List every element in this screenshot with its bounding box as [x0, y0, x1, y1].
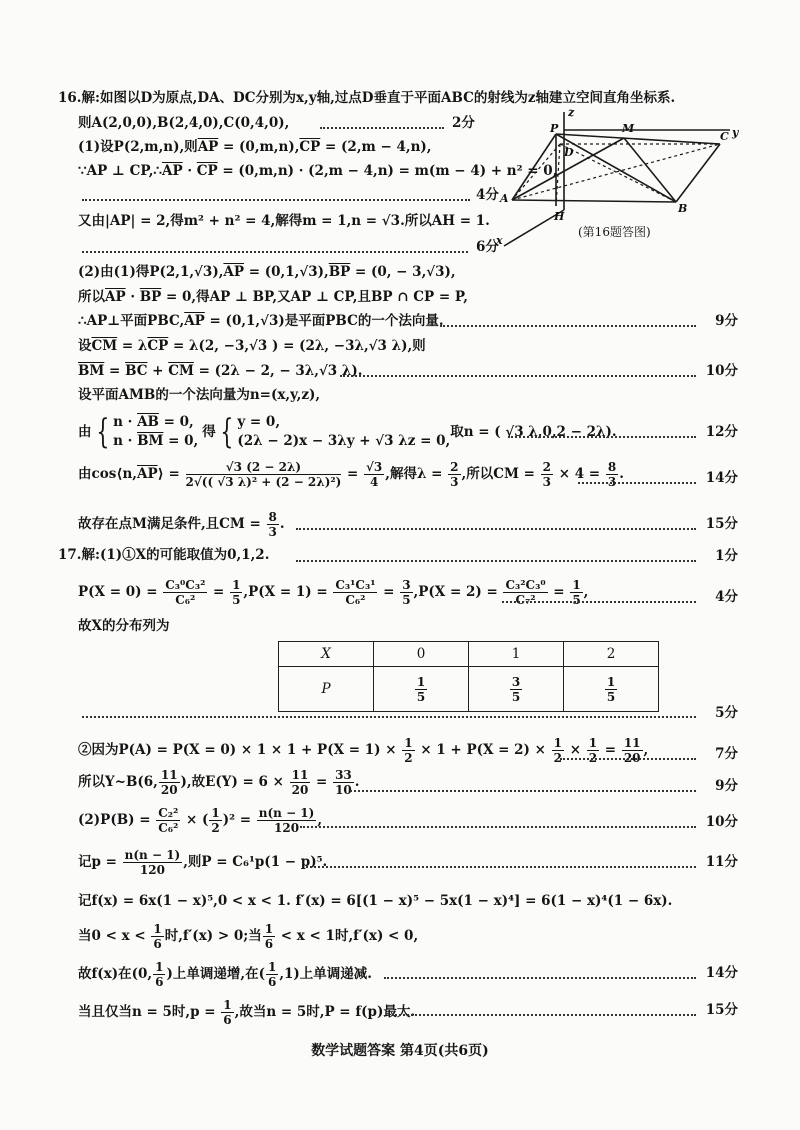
q16-line10: $\overline{BM} = \overline{BC} + \overline{CM} = (2\lambda - 2$, − 3λ,√3 λ).	[78, 363, 363, 379]
score-15b: 15分	[705, 1002, 738, 1018]
q17-EY: 所以Y~B(6, $\frac{11}{20}$ ),故E(Y) = 6 × $\frac{11}{20}$ = $\frac{33}{10}$ .	[78, 768, 360, 797]
q17-dist-label: 故X的分布列为	[78, 618, 170, 634]
q16-line8: ∴AP⊥平面$PBC,\overline{AP} = (0,1,√3)$是平面PBC的一个法向量.	[78, 313, 444, 329]
label-M: M	[622, 122, 635, 135]
dots	[82, 199, 470, 201]
dots	[296, 560, 696, 562]
score-10b: 10分	[705, 814, 738, 830]
dots	[82, 251, 468, 253]
table-cell: 0	[374, 642, 469, 667]
q16-line11: 设平面AMB的一个法向量为n=(x,y,z),	[78, 387, 321, 403]
q17-PB: (2)P(B) = $\frac{\text{C₂²}}{\text{C₆²}}$ × ( $\frac{1}{2}$ )² = $\frac{n(n - 1)}{120}$ ,	[78, 806, 323, 835]
dots	[296, 528, 696, 530]
q16-line7: 所以$\overline{AP} \cdot \overline{BP} = 0$,得AP ⊥ BP,又AP ⊥ CP,且BP ∩ CP = P,	[78, 289, 468, 305]
q17-fx: 记f(x) = 6x(1 − x)⁵,0 < x < 1. f′(x) = 6[(1 − x)⁵ − 5x(1 − x)⁴] = 6(1 − x)⁴(1 − 6x).	[78, 893, 673, 909]
score-5: 5分	[715, 705, 738, 721]
score-4b: 4分	[715, 589, 738, 605]
q17-p-def: 记p = $\frac{n(n - 1)}{120}$ ,则P = C₆¹p(1 − p)⁵.	[78, 848, 328, 877]
table-row	[279, 642, 659, 667]
score-4: 4分	[476, 187, 499, 203]
dots	[300, 826, 696, 828]
dots	[508, 436, 696, 438]
score-14: 14分	[705, 470, 738, 486]
q17-probabilities: P(X = 0) = $\frac{\text{C₃⁰C₃²}}{\text{C₆²}}$ = $\frac{1}{5}$ ,P(X = 1) = $\frac{\text{C₃¹C₃¹}}{\text{C₆²}}$ = $\frac{3}{5}$ ,P(X = 2) = $\frac{\text{C₃²C₃⁰}}{\text{C₇²}}$ = $\frac{1}{5}$ ,	[78, 578, 589, 607]
q17-conclusion: 当且仅当n = 5时,p = $\frac{1}{6}$ ,故当n = 5时,P = f(p)最大.	[78, 998, 416, 1027]
score-9: 9分	[715, 313, 738, 329]
score-7: 7分	[715, 746, 738, 762]
dots	[82, 716, 696, 718]
edge-DB	[560, 144, 676, 202]
q16-system: 由 { $n \cdot \overline{AB} = 0$, $n \cdot \overline{BM} = 0$, 得 { y = 0, (2λ − 2)x − 3λy + √3 λz = 0, 取n = ( √3 λ,0,2 − 2λ).	[78, 412, 617, 452]
score-1: 1分	[715, 548, 738, 564]
q16-line3: (1)设P(2,m,n),则$\overline{AP} = (0,m,n),\overline{CP} = (2,m - 4,n)$,	[78, 139, 432, 155]
table-cell: 2	[564, 642, 659, 667]
table-cell: P	[279, 667, 374, 712]
dots	[502, 601, 696, 603]
table-cell: X	[279, 642, 374, 667]
label-D: D	[564, 146, 574, 159]
q16-line4: ∵AP ⊥ $CP,\therefore\overline{AP} \cdot \overline{CP} = (0,m,n) \cdot (2,m - 4,n) = m(m - 4) + n^2 = 0$,	[78, 163, 558, 179]
score-10: 10分	[705, 363, 738, 379]
score-11: 11分	[705, 854, 738, 870]
score-12: 12分	[705, 424, 738, 440]
label-z: z	[568, 106, 575, 119]
q16-intro: 16.解:如图以D为原点,DA、DC分别为x,y轴,过点D垂直于平面ABC的射线为z轴建立空间直角坐标系.	[58, 90, 676, 106]
q17-increasing: 故f(x)在(0, $\frac{1}{6}$ )上单调递增,在( $\frac{1}{6}$ ,1)上单调递减.	[78, 960, 373, 989]
distribution-table	[278, 641, 659, 712]
edge-PC	[556, 134, 720, 144]
page-footer: 数学试题答案 第4页(共6页)	[311, 1043, 489, 1059]
q16-line6: (2)由(1)得$P(2,1,√3),\overline{AP} = (0,1,√3),\overline{BP} = (0$, − 3,√3),	[78, 264, 456, 280]
label-B: B	[678, 202, 688, 215]
q16-coords: 则A(2,0,0),B(2,4,0),C(0,4,0),	[78, 115, 290, 131]
label-y: y	[732, 126, 739, 139]
q16-line5: 又由|AP| = 2,得m² + n² = 4,解得m = 1,n = √3.所以AH = 1.	[78, 213, 490, 229]
dots	[320, 127, 444, 129]
score-9b: 9分	[715, 778, 738, 794]
dots	[306, 866, 696, 868]
label-x: x	[496, 234, 503, 247]
table-cell: $\frac{1}{5}$	[374, 667, 469, 712]
dots	[350, 790, 696, 792]
q16-cos-eq: 由$\cos⟨n,\overline{AP}⟩$ = $\frac{√3 (2 - 2\lambda)}{\text{2√(( √3 λ)² + (2 − 2λ)²)}}$ = $\frac{√3}{4}$ ,解得λ = $\frac{2}{3}$ ,所以CM = $\frac{2}{3}$ × 4 = $\frac{8}{3}$ .	[78, 460, 624, 489]
q17-intro: 17.解:(1)①X的可能取值为0,1,2.	[58, 547, 270, 563]
score-15: 15分	[705, 516, 738, 532]
label-C: C	[720, 130, 729, 143]
edge-BC	[676, 144, 720, 202]
edge-MB	[624, 138, 676, 202]
table-row	[279, 667, 659, 712]
dots	[384, 977, 696, 979]
dots	[560, 758, 696, 760]
table-cell: $\frac{3}{5}$	[469, 667, 564, 712]
label-A: A	[500, 192, 509, 205]
q16-line9: 设$\overline{CM} = \lambda\overline{CP} = \lambda(2$, −3,√3 ) = (2λ, −3λ,√3 λ),则	[78, 338, 426, 354]
edge-AB	[512, 200, 676, 202]
dots	[578, 482, 696, 484]
label-P: P	[550, 122, 559, 135]
dots	[392, 1014, 696, 1016]
score-6: 6分	[476, 239, 499, 255]
edge-DA	[512, 144, 560, 200]
q16-conclusion: 故存在点M满足条件,且CM = $\frac{8}{3}$ .	[78, 510, 285, 539]
q17-PA: ②因为P(A) = P(X = 0) × 1 × 1 + P(X = 1) × $\frac{1}{2}$ × 1 + P(X = 2) × $\frac{1}{2}$ × $\frac{1}{2}$ = $\frac{11}{20}$ ,	[78, 736, 649, 765]
label-H: H	[554, 210, 565, 223]
dots	[340, 375, 696, 377]
table-cell: $\frac{1}{5}$	[564, 667, 659, 712]
score-2: 2分	[452, 115, 475, 131]
dots	[440, 325, 696, 327]
score-14b: 14分	[705, 965, 738, 981]
table-cell: 1	[469, 642, 564, 667]
q17-monotone: 当0 < x < $\frac{1}{6}$ 时,f′(x) > 0;当 $\frac{1}{6}$ < x < 1时,f′(x) < 0,	[78, 922, 419, 951]
figure-caption: (第16题答图)	[578, 225, 651, 239]
